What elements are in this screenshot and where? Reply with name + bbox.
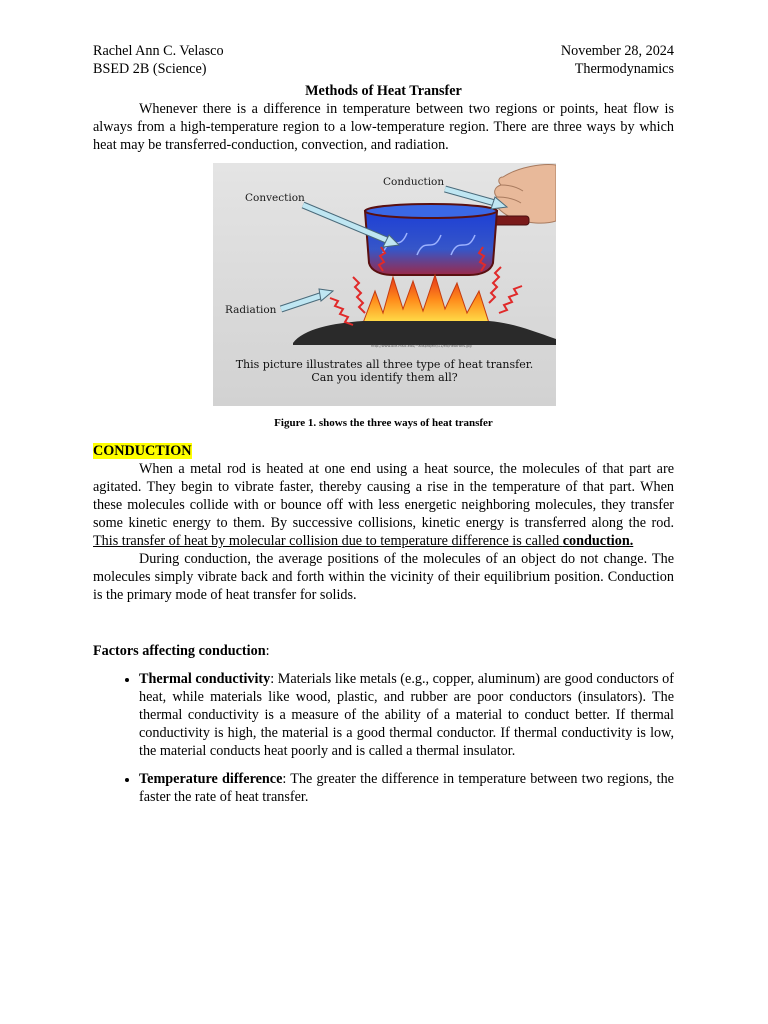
factor-text: : Materials like metals (e.g., copper, aluminum) are good conductors of heat, while materials like wood, plastic, and rubber are poor conductors (insulators). The thermal conductivity is a measure of the ability of a material to conduct better. If thermal conductivity is high, the material is a good thermal conductor. If thermal conductivity is low, the material conducts heat poorly and is called a thermal insulator.: [139, 671, 674, 759]
conduction-definition-text: This transfer of heat by molecular collision due to temperature difference is called: [93, 533, 563, 549]
document-date: November 28, 2024: [560, 43, 674, 59]
course-section: BSED 2B (Science): [93, 61, 207, 77]
factor-term: Temperature difference: [139, 771, 283, 787]
header-row-2: [93, 60, 674, 78]
document-page: [93, 42, 674, 816]
figure-caption-line-2: Can you identify them all?: [311, 371, 458, 384]
conduction-heading-text: CONDUCTION: [93, 443, 192, 459]
factors-heading-text: Factors affecting conduction: [93, 643, 266, 659]
conduction-term: conduction.: [562, 533, 634, 549]
factors-list: [93, 670, 674, 806]
factors-heading-colon: :: [265, 643, 270, 659]
figure-caption: Figure 1. shows the three ways of heat transfer: [274, 417, 493, 429]
label-conduction: Conduction: [383, 176, 445, 188]
author-name: Rachel Ann C. Velasco: [93, 43, 224, 59]
heat-transfer-illustration: [213, 163, 556, 406]
list-item: [139, 670, 674, 760]
factor-term: Thermal conductivity: [139, 671, 271, 687]
intro-paragraph: Whenever there is a difference in temperature between two regions or points, heat flow is always from a high-temperature region to a low-temperature region. There are three ways by which heat may be transferred-conduction, convection, and radiation.: [93, 101, 674, 153]
conduction-text: When a metal rod is heated at one end using a heat source, the molecules of that part are agitated. They begin to vibrate faster, thereby causing a rise in the temperature of that part. When these molecules collide with or bounce off with less energetic neighboring molecules, they transfer some kinetic energy to them. By successive collisions, kinetic energy is transferred along the rod.: [93, 461, 674, 531]
label-radiation: Radiation: [225, 304, 277, 316]
subject-name: Thermodynamics: [574, 61, 674, 77]
list-item: [139, 770, 674, 806]
conduction-definition: [93, 533, 633, 549]
figure-caption-line-1: This picture illustrates all three type of heat transfer.: [235, 358, 534, 371]
conduction-heading: [93, 442, 674, 460]
header-row-1: [93, 42, 674, 60]
conduction-paragraph: [93, 460, 674, 550]
document-title: Methods of Heat Transfer: [305, 83, 462, 99]
factors-heading: [93, 642, 674, 660]
heat-transfer-figure: [213, 163, 556, 406]
factor-text: : The greater the difference in temperature between two regions, the faster the rate of heat transfer.: [139, 771, 674, 805]
image-source-url: http://www.oce.msic.edu/~adsproject/11/ed/Heatrans.jpg: [371, 344, 472, 348]
label-convection: Convection: [245, 192, 305, 204]
molecule-position-paragraph: During conduction, the average positions of the molecules of an object do not change. The molecules simply vibrate back and forth within the vicinity of their equilibrium position. Conduction is the primary mode of heat transfer for solids.: [93, 551, 674, 603]
